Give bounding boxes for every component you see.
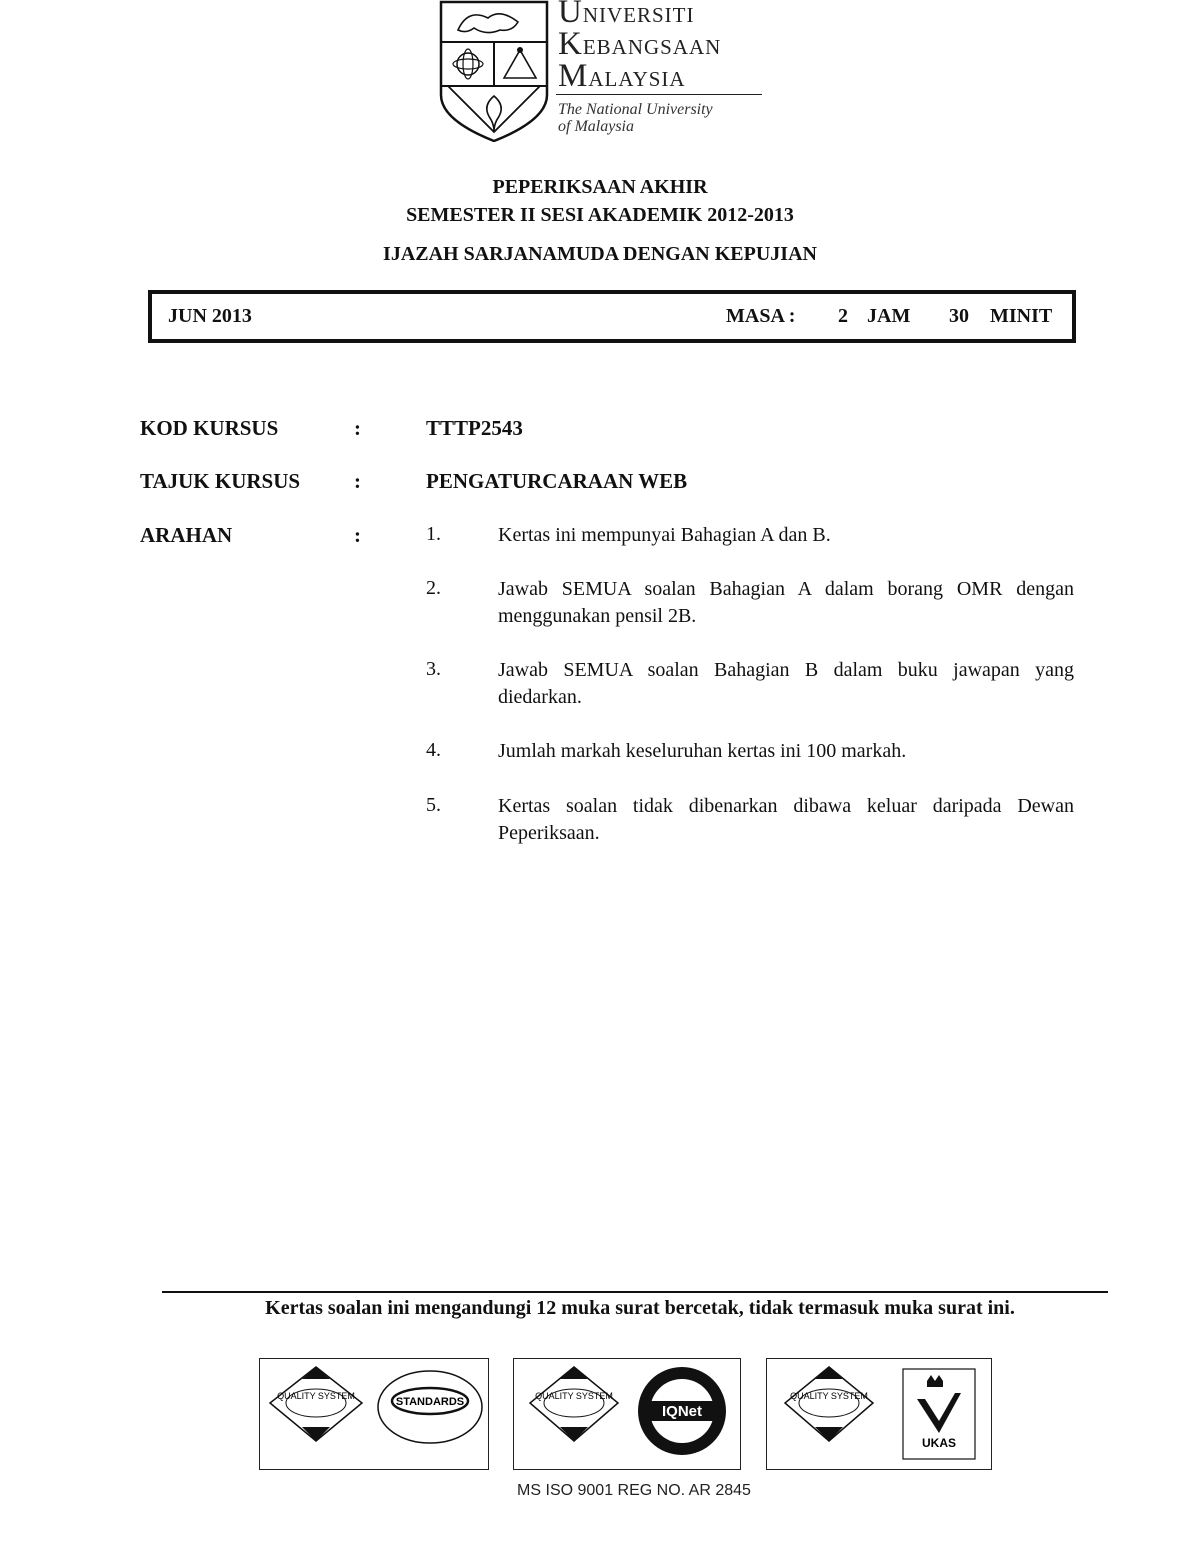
instructions-label: ARAHAN (140, 523, 233, 547)
instruction-text: Kertas soalan tidak dibenarkan dibawa keluar daripada Dewan Peperiksaan. (498, 795, 1074, 844)
instruction-text: Jumlah markah keseluruhan kertas ini 100 markah. (498, 740, 907, 762)
footer-rule (162, 1291, 1108, 1293)
page-count-note: Kertas soalan ini mengandungi 12 muka surat bercetak, tidak termasuk muka surat ini. (265, 1297, 1015, 1319)
course-code-value: TTTP2543 (426, 416, 523, 440)
duration-hours: 2 (838, 305, 848, 327)
crest-icon (438, 0, 550, 142)
university-tagline-2: of Malaysia (558, 118, 634, 135)
duration-minutes: 30 (949, 305, 969, 327)
duration-minutes-unit: MINIT (990, 305, 1053, 327)
exam-month-year: JUN 2013 (168, 305, 252, 327)
instruction-number: 1. (426, 523, 441, 545)
course-code-colon: : (354, 416, 361, 440)
iso-registration: MS ISO 9001 REG NO. AR 2845 (517, 1482, 751, 1499)
instructions-colon: : (354, 523, 361, 547)
iqnet-text: IQNet (661, 1403, 703, 1420)
quality-standards-logo-icon (260, 1359, 487, 1468)
instruction-number: 5. (426, 794, 441, 816)
quality-system-text: QUALITY SYSTEM (277, 1391, 355, 1401)
instruction-text: Jawab SEMUA soalan Bahagian B dalam buku jawapan yang diedarkan. (498, 659, 1074, 708)
university-name-line1: UNIVERSITI (558, 0, 695, 30)
certification-logo-group (513, 1358, 741, 1470)
certification-logo-group (259, 1358, 489, 1470)
instruction-number: 3. (426, 658, 441, 680)
instruction-number: 4. (426, 739, 441, 761)
university-tagline-1: The National University (558, 101, 713, 118)
university-crest (438, 0, 550, 142)
quality-iqnet-logo-icon (514, 1359, 739, 1468)
standards-text: STANDARDS (395, 1396, 465, 1408)
exam-title: PEPERIKSAAN AKHIR (492, 176, 708, 198)
instruction-text: Jawab SEMUA soalan Bahagian A dalam borang OMR dengan menggunakan pensil 2B. (498, 578, 1074, 627)
instruction-text: Kertas ini mempunyai Bahagian A dan B. (498, 524, 831, 546)
university-name-line3: MALAYSIA (558, 58, 686, 94)
university-name-line2: KEBANGSAAN (558, 26, 722, 62)
university-rule (556, 94, 762, 95)
quality-ukas-logo-icon (767, 1359, 990, 1468)
course-title-colon: : (354, 469, 361, 493)
quality-system-text: QUALITY SYSTEM (535, 1391, 613, 1401)
course-title-label: TAJUK KURSUS (140, 469, 301, 493)
instruction-number: 2. (426, 577, 441, 599)
semester-title: SEMESTER II SESI AKADEMIK 2012-2013 (406, 204, 794, 226)
duration-label: MASA : (726, 305, 796, 327)
ukas-text: UKAS (921, 1436, 957, 1450)
duration-hours-unit: JAM (867, 305, 911, 327)
degree-title: IJAZAH SARJANAMUDA DENGAN KEPUJIAN (383, 243, 817, 265)
certification-logo-group (766, 1358, 992, 1470)
course-code-label: KOD KURSUS (140, 416, 279, 440)
quality-system-text: QUALITY SYSTEM (790, 1391, 868, 1401)
exam-info-box (148, 290, 1076, 343)
course-title-value: PENGATURCARAAN WEB (426, 469, 688, 493)
